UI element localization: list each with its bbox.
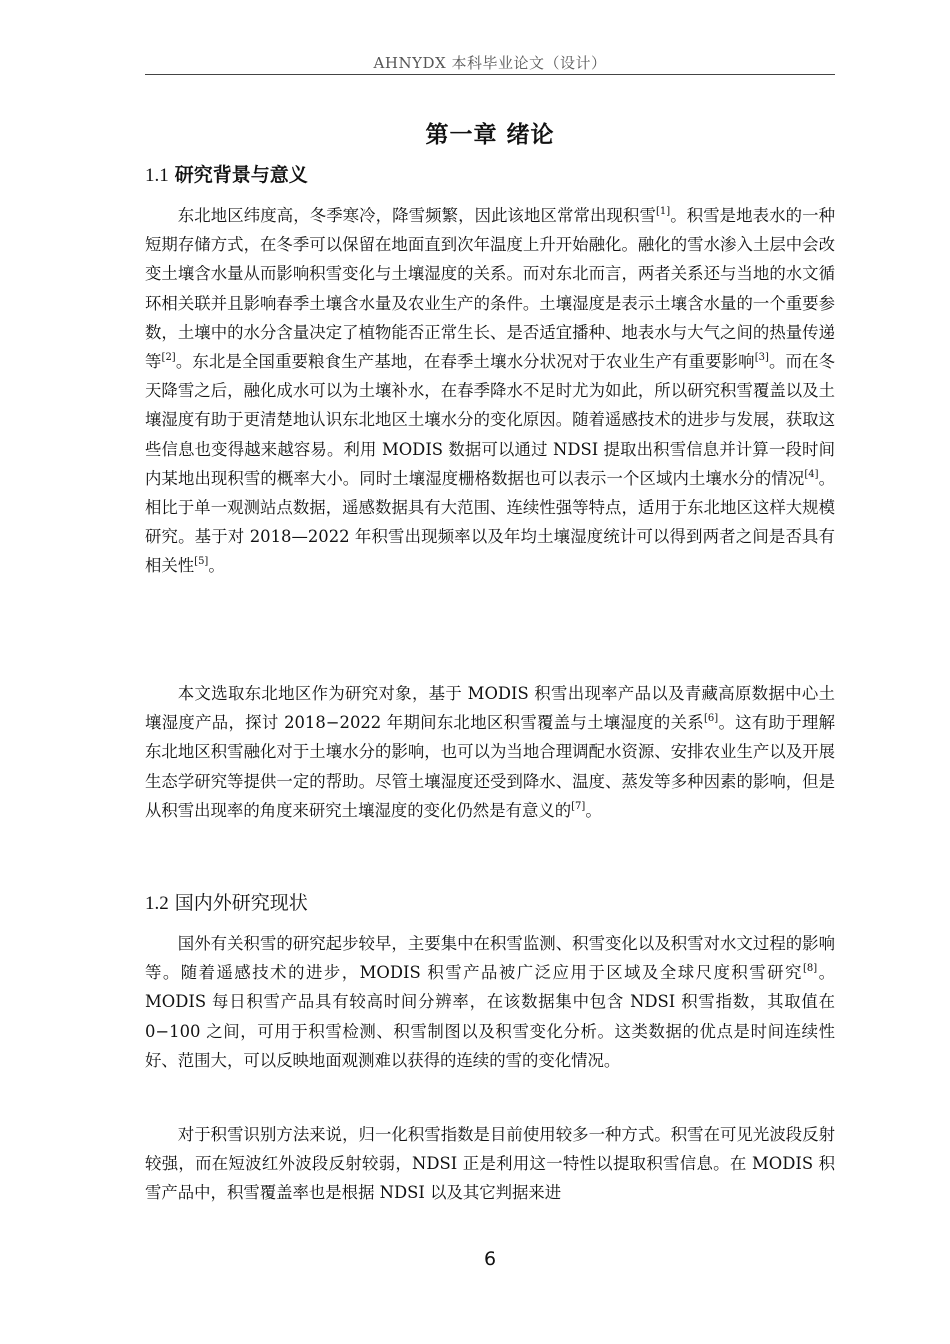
citation: [6] — [703, 713, 719, 725]
section-title: 国内外研究现状 — [174, 892, 308, 914]
paragraph-foreign-research — [145, 929, 835, 1075]
citation: [4] — [804, 468, 819, 480]
text-run: 。 — [208, 556, 225, 576]
text-run: 。东北是全国重要粮食生产基地，在春季土壤水分状况对于农业生产有重要影响 — [175, 352, 755, 372]
text-run: 。MODIS 每日积雪产品具有较高时间分辨率，在该数据集中包含 NDSI 积雪指数，其取值在 0−100 之间，可用于积雪检测、积雪制图以及积雪变化分析。这类数据的优点是时间连续性好、范围大，可以反映地面观测难以获得的连续的雪的变化情况。 — [145, 963, 835, 1070]
text-run: 。积雪是地表水的一种短期存储方式，在冬季可以保留在地面直到次年温度上升开始融化。融化的雪水渗入土层中会改变土壤含水量从而影响积雪变化与土壤湿度的关系。而对东北而言，两者关系还与当地的水文循环相关联并且影响春季土壤含水量及农业生产的条件。土壤湿度是表示土壤含水量的一个重要参数，土壤中的水分含量决定了植物能否正常生长、是否适宜播种、地表水与大气之间的热量传递等 — [145, 206, 836, 372]
section-number: 1.1 — [145, 165, 169, 186]
text-run: 对于积雪识别方法来说，归一化积雪指数是目前使用较多一种方式。积雪在可见光波段反射较强，而在短波红外波段反射较弱，NDSI 正是利用这一特性以提取积雪信息。在 MODIS 积雪产品中，积雪覆盖率也是根据 NDSI 以及其它判据来进 — [145, 1125, 835, 1203]
section-number: 1.2 — [145, 893, 169, 914]
paragraph-ndsi-method — [145, 1120, 835, 1208]
chapter-title: 第一章 绪论 — [425, 121, 555, 148]
header-rule — [145, 74, 835, 75]
citation: [7] — [571, 800, 586, 812]
text-run: 东北地区纬度高，冬季寒冷，降雪频繁，因此该地区常常出现积雪 — [177, 206, 656, 225]
citation: [5] — [194, 556, 209, 568]
paragraph-objective — [145, 679, 835, 825]
text-run: 本文选取东北地区作为研究对象，基于 MODIS 积雪出现率产品以及青藏高原数据中心土壤湿度产品，探讨 2018−2022 年期间东北地区积雪覆盖与土壤湿度的关系 — [145, 684, 835, 733]
paragraph-background — [145, 201, 835, 581]
section-heading-1-1 — [145, 160, 308, 187]
citation: [8] — [802, 963, 818, 975]
text-run: 。而在冬天降雪之后，融化成水可以为土壤补水，在春季降水不足时尤为如此，所以研究积雪覆盖以及土壤湿度有助于更清楚地认识东北地区土壤水分的变化原因。随着遥感技术的进步与发展，获取这些信息也变得越来越容易。利用 MODIS 数据可以通过 NDSI 提取出积雪信息并计算一段时间内某地出现积雪的概率大小。同时土壤湿度栅格数据也可以表示一个区域内土壤水分的情况 — [145, 352, 836, 488]
citation: [1] — [655, 206, 671, 217]
section-title: 研究背景与意义 — [174, 164, 308, 186]
page-number: 6 — [483, 1248, 497, 1270]
running-header: AHNYDX 本科毕业论文（设计） — [373, 54, 607, 72]
text-run: 。 — [585, 800, 602, 820]
text-run: 国外有关积雪的研究起步较早，主要集中在积雪监测、积雪变化以及积雪对水文过程的影响等。随着遥感技术的进步，MODIS 积雪产品被广泛应用于区域及全球尺度积雪研究 — [145, 934, 835, 983]
section-heading-1-2 — [145, 888, 308, 915]
citation: [2] — [161, 352, 176, 364]
text-run: 。相比于单一观测站点数据，遥感数据具有大范围、连续性强等特点，适用于东北地区这样大规模研究。基于对 2018—2022 年积雪出现频率以及年均土壤湿度统计可以得到两者之间是否具有相关性 — [145, 468, 835, 576]
text-run: 。这有助于理解东北地区积雪融化对于土壤水分的影响，也可以为当地合理调配水资源、安排农业生产以及开展生态学研究等提供一定的帮助。尽管土壤湿度还受到降水、温度、蒸发等多种因素的影响，但是从积雪出现率的角度来研究土壤湿度的变化仍然是有意义的 — [145, 713, 836, 820]
citation: [3] — [754, 352, 769, 364]
